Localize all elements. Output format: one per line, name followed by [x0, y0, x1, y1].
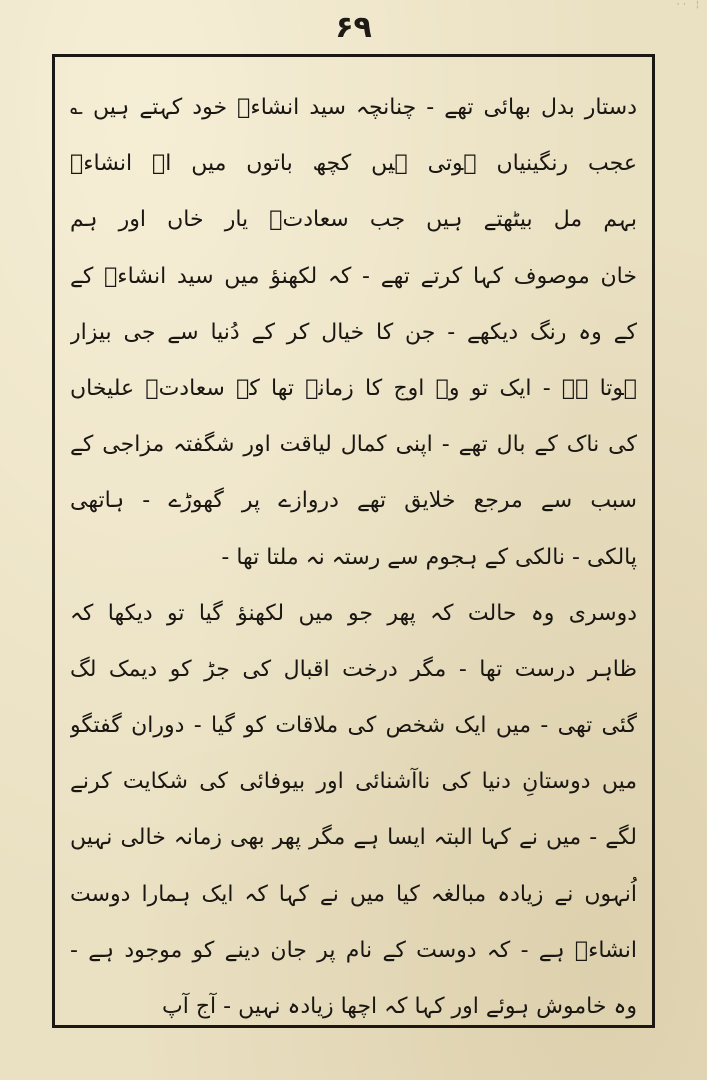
page-number: ۶۹ — [335, 10, 372, 45]
text-line: خان موصوف کہا کرتے تھے - کہ لکھنؤ میں سید انشاءؔ کے — [70, 263, 637, 289]
text-line: دوسری وہ حالت کہ پھر جو میں لکھنؤ گیا تو دیکھا کہ — [70, 600, 637, 626]
verse-line: عجب رنگینیاں ہوتی ہیں کچھ باتوں میں اے انشاءؔ — [70, 151, 637, 177]
text-line: پالکی - نالکی کے ہجوم سے رستہ نہ ملتا تھا - — [221, 544, 637, 570]
text-line: میں دوستانِ دنیا کی ناآشنائی اور بیوفائی کی شکایت کرنے — [70, 769, 637, 795]
scan-mark: ·· ¦ — [675, 0, 701, 10]
text-line: ہوتا ہے - ایک تو وہ اوج کا زمانہ تھا کہ سعادتؔ علیخاں — [70, 375, 637, 401]
text-line: کی ناک کے بال تھے - اپنی کمال لیاقت اور شگفتہ مزاجی کے — [70, 432, 637, 458]
text-line: ظاہر درست تھا - مگر درخت اقبال کی جڑ کو دیمک لگ — [70, 656, 637, 682]
text-line: اُنہوں نے زیادہ مبالغہ کیا میں نے کہا کہ ایک ہمارا دوست — [70, 881, 637, 907]
text-body — [70, 80, 637, 1035]
text-line: لگے - میں نے کہا البتہ ایسا ہے مگر پھر بھی زمانہ خالی نہیں — [70, 825, 637, 851]
text-line: دستار بدل بھائی تھے - چنانچہ سید انشاءؔ خود کہتے ہیں ؎ — [70, 95, 637, 120]
text-line: وہ خاموش ہوئے اور کہا کہ اچھا زیادہ نہیں - آج آپ — [162, 994, 637, 1019]
verse-line: بہم مل بیٹھتے ہیں جب سعادتؔ یار خاں اور ہم — [70, 207, 637, 233]
text-line: گئی تھی - میں ایک شخص کی ملاقات کو گیا - دوران گفتگو — [70, 713, 637, 739]
text-line: سبب سے مرجع خلایق تھے دروازے پر گھوڑے - ہاتھی — [70, 488, 637, 514]
text-line: انشاءؔ ہے - کہ دوست کے نام پر جان دینے کو موجود ہے - — [70, 937, 637, 963]
text-line: کے وہ رنگ دیکھے - جن کا خیال کر کے دُنیا سے جی بیزار — [70, 319, 637, 345]
